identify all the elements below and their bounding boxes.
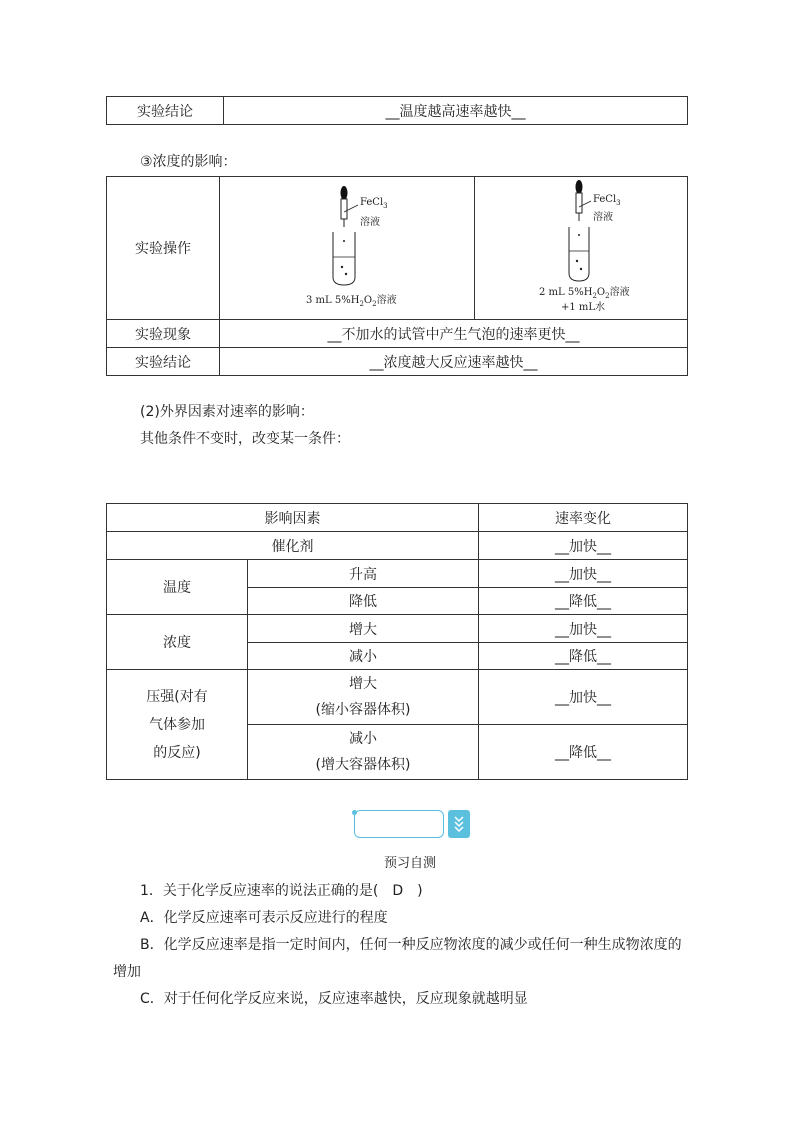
- right-solution-label: 2 mL 5%H: [539, 287, 593, 298]
- press-down-cell: [248, 725, 479, 780]
- press-up-cell: [248, 670, 479, 725]
- exp-conclusion-value: __浓度越大反应速率越快__: [220, 348, 688, 376]
- pressure-label-line1: 压强(对有: [146, 688, 208, 705]
- concentration-label: 浓度: [107, 615, 248, 670]
- header-factor: 影响因素: [107, 504, 479, 532]
- temp-down-label: 降低: [248, 588, 479, 615]
- section2-heading: (2)外界因素对速率的影响：: [140, 404, 314, 420]
- press-up-change: __加快__: [479, 670, 688, 725]
- temperature-label: 温度: [107, 560, 248, 615]
- option-a: A．化学反应速率可表示反应进行的程度: [140, 910, 388, 926]
- section-badge: [354, 810, 470, 838]
- experiment-table: [106, 176, 688, 376]
- conc-down-label: 减小: [248, 643, 479, 670]
- conc-down-change: __降低__: [479, 643, 688, 670]
- pressure-label-line2: 气体参加: [149, 716, 205, 733]
- press-up-note: (缩小容器体积): [315, 702, 411, 718]
- header-change: 速率变化: [479, 504, 688, 532]
- conc-up-label: 增大: [248, 615, 479, 643]
- catalyst-change: __加快__: [479, 532, 688, 560]
- exp-conclusion-label: 实验结论: [107, 348, 220, 376]
- left-solution-label: 3 mL 5%H: [306, 295, 360, 306]
- pressure-label-line3: 的反应): [153, 744, 201, 761]
- right-reagent-label: FeCl: [593, 194, 617, 205]
- operation-label: 实验操作: [107, 177, 220, 320]
- press-down-change: __降低__: [479, 725, 688, 780]
- temp-up-label: 升高: [248, 560, 479, 588]
- top-conclusion-table: [106, 96, 688, 125]
- temp-down-change: __降低__: [479, 588, 688, 615]
- section3-heading: ③浓度的影响：: [140, 154, 237, 170]
- section2-intro: 其他条件不变时，改变某一条件：: [140, 431, 350, 447]
- temp-up-change: __加快__: [479, 560, 688, 588]
- section-title: 预习自测: [384, 856, 437, 871]
- factors-table: [106, 503, 688, 780]
- left-reagent-label: FeCl: [360, 197, 384, 208]
- badge-box: [354, 810, 444, 838]
- press-down-note: (增大容器体积): [315, 757, 411, 773]
- press-up-label: 增大: [349, 676, 377, 692]
- press-down-label: 减小: [349, 731, 377, 747]
- phenomenon-label: 实验现象: [107, 320, 220, 348]
- badge-dot-icon: [352, 810, 357, 815]
- option-b-line2: 增加: [113, 964, 141, 980]
- conclusion-value: __温度越高速率越快__: [224, 97, 688, 125]
- right-reagent-solution: 溶液: [593, 212, 613, 223]
- double-chevron-down-icon: [448, 810, 470, 838]
- left-apparatus-cell: FeCl$_3$ 溶液 3 mL $5\%H_2O_2$溶液: [220, 177, 475, 320]
- question-1: 1．关于化学反应速率的说法正确的是( D ): [140, 883, 423, 899]
- conc-up-change: __加快__: [479, 615, 688, 643]
- option-b-line1: B．化学反应速率是指一定时间内，任何一种反应物浓度的减少或任何一种生成物浓度的: [140, 937, 682, 953]
- right-apparatus-cell: FeCl$_3$ 溶液 2 mL $5\%H_2O_2$溶液 +1 mL水: [475, 177, 688, 320]
- right-water-label: +1 mL水: [561, 302, 606, 313]
- conclusion-label: 实验结论: [107, 97, 224, 125]
- pressure-label: [107, 670, 248, 780]
- phenomenon-value: __不加水的试管中产生气泡的速率更快__: [220, 320, 688, 348]
- option-c: C．对于任何化学反应来说，反应速率越快，反应现象就越明显: [140, 991, 528, 1007]
- catalyst-label: 催化剂: [107, 532, 479, 560]
- left-reagent-solution: 溶液: [360, 217, 380, 228]
